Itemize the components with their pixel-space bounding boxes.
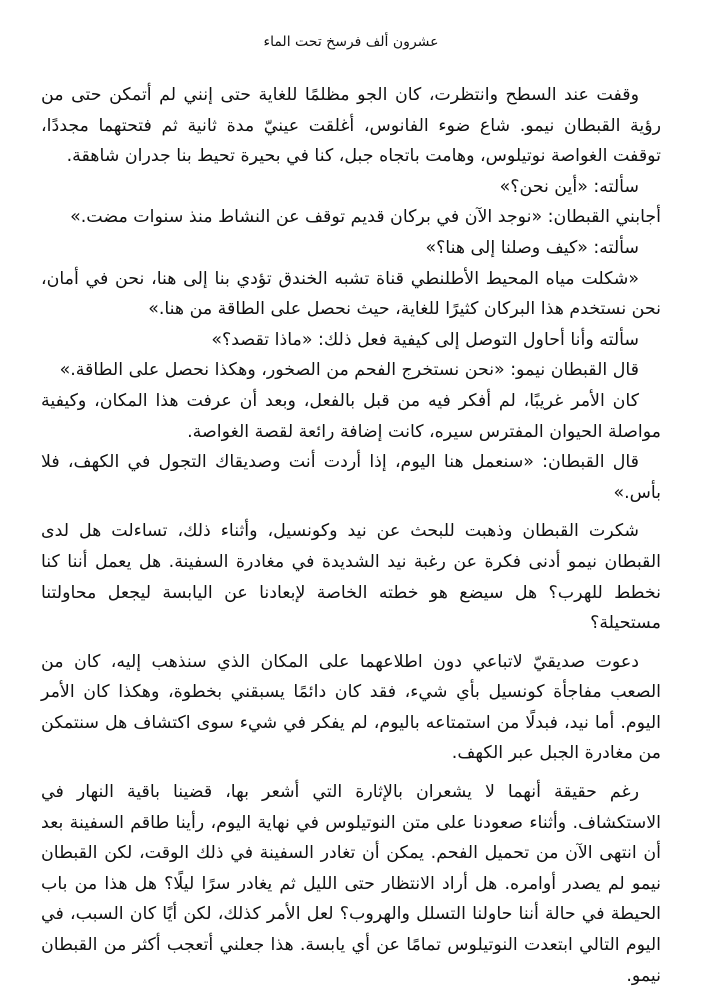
paragraph-7: قال القبطان نيمو: «نحن نستخرج الفحم من الصخور، وهكذا نحصل على الطاقة.»: [59, 360, 639, 381]
paragraph-5: «شكلت مياه المحيط الأطلنطي قناة تشبه الخندق تؤدي بنا إلى هنا، نحن في أمان، نحن نستخدم هذا البركان كثيرًا للغاية، حيث نحصل على الطاقة من هنا.»: [41, 268, 661, 320]
paragraph-1: وقفت عند السطح وانتظرت، كان الجو مظلمًا للغاية حتى إنني لم أتمكن حتى من رؤية القبطان نيمو. شاع ضوء الفانوس، أغلقت عينيّ مدة ثانية ثم فتحتهما مجددًا، توقفت الغواصة نوتيلوس، وهامت باتجاه جبل، كنا في بحيرة تحيط بنا جدران شاهقة.: [41, 85, 661, 167]
paragraph-9: قال القبطان: «سنعمل هنا اليوم، إذا أردت أنت وصديقاك التجول في الكهف، فلا بأس.»: [41, 452, 661, 503]
running-head-title: عشرون ألف فرسخ تحت الماء: [263, 34, 439, 50]
paragraph-8: كان الأمر غريبًا، لم أفكر فيه من قبل بالفعل، وبعد أن عرفت هذا المكان، وكيفية مواصلة الحيوان المفترس سيره، كانت إضافة رائعة لقصة الغواصة.: [41, 390, 661, 442]
paragraph-2: سألته: «أين نحن؟»: [499, 176, 639, 197]
paragraph-4: سألته: «كيف وصلنا إلى هنا؟»: [425, 237, 639, 258]
paragraph-12: رغم حقيقة أنهما لا يشعران بالإثارة التي أشعر بها، قضينا باقية النهار في الاستكشاف. وأثناء صعودنا على متن النوتيلوس في نهاية اليوم، رأينا طاقم السفينة بعد أن انتهى الآن من تحميل الفحم. يمكن أن تغادر السفينة في ذلك الوقت، لكن القبطان نيمو لم يصدر أوامره. هل أراد الانتظار حتى الليل ثم يغادر سرًا ليلًا؟ هل هذا من باب الحيطة في حالة أننا حاولنا التسلل والهروب؟ لعل الأمر كذلك، لكن أيًا كان السبب، في اليوم التالي ابتعدت النوتيلوس تمامًا عن أي يابسة. هذا جعلني أتعجب أكثر من القبطان نيمو.: [41, 782, 661, 986]
paragraph-10: شكرت القبطان وذهبت للبحث عن نيد وكونسيل، وأثناء ذلك، تساءلت هل لدى القبطان نيمو أدنى فكرة عن رغبة نيد الشديدة في مغادرة السفينة. هل يعمل أننا كنا نخطط للهرب؟ هل سيضع هو خطته الخاصة لإبعادنا عن اليابسة ليجعل محاولتنا مستحيلة؟: [41, 521, 661, 634]
paragraph-11: دعوت صديقيّ لاتباعي دون اطلاعهما على المكان الذي سنذهب إليه، كان من الصعب مفاجأة كونسيل بأي شيء، فقد كان دائمًا يسبقني بخطوة، وهكذا كان الأمر اليوم. أما نيد، فبدلًا من استمتاعه باليوم، لم يفكر في شيء سوى اكتشاف هل سنتمكن من مغادرة الجبل عبر الكهف.: [41, 651, 661, 764]
paragraph-3: أجابني القبطان: «نوجد الآن في بركان قديم توقف عن النشاط منذ سنوات مضت.»: [70, 207, 661, 228]
body-text: [41, 80, 661, 991]
paragraph-6: سألته وأنا أحاول التوصل إلى كيفية فعل ذلك: «ماذا تقصد؟»: [211, 329, 639, 350]
